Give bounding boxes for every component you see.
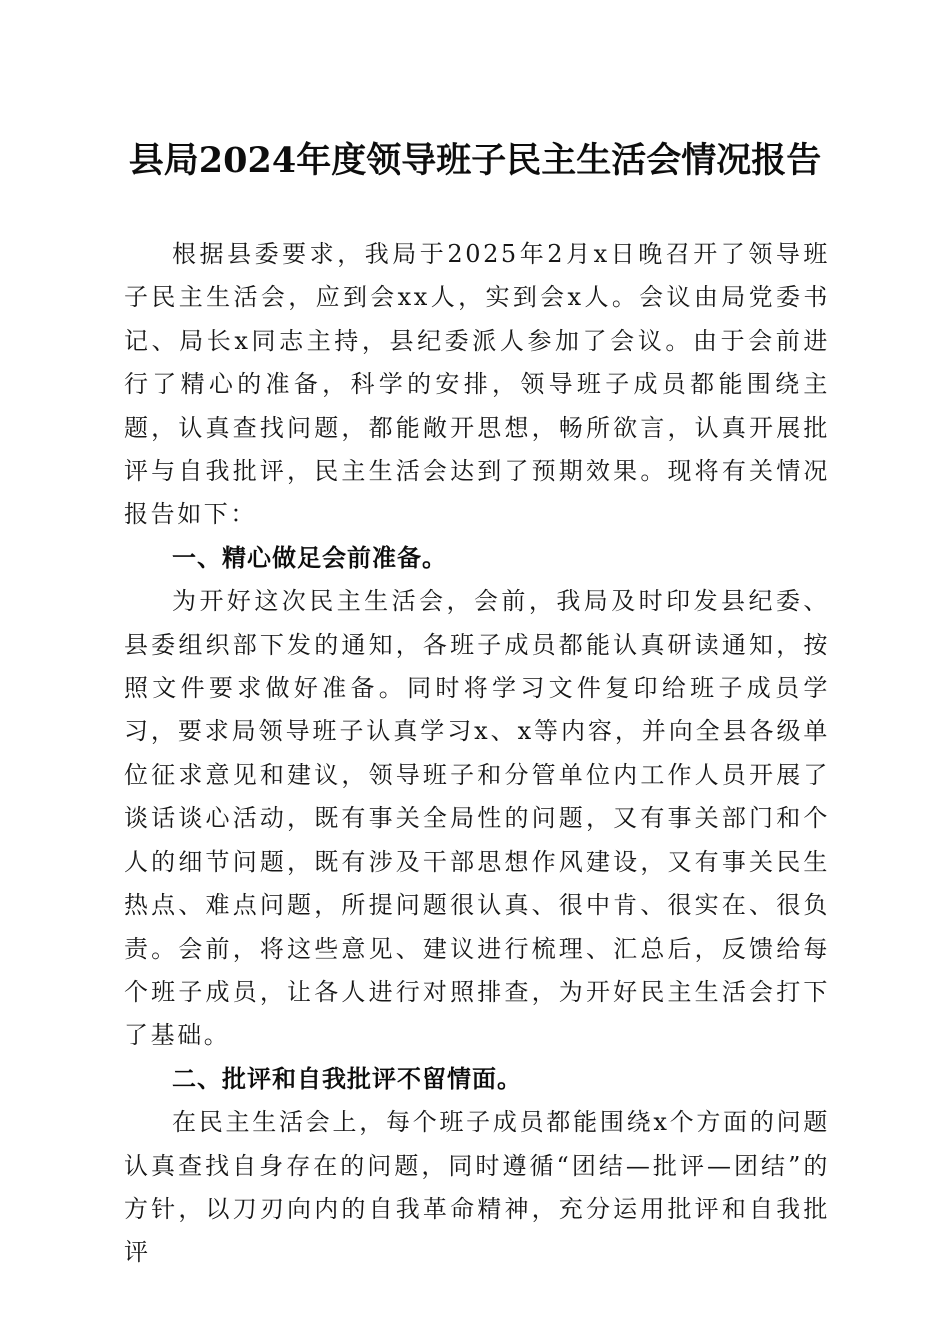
section-paragraph-2: 在民主生活会上，每个班子成员都能围绕x个方面的问题认真查找自身存在的问题，同时遵循“团结—批评—团结”的方针，以刀刃向内的自我革命精神，充分运用批评和自我批评 <box>124 1108 830 1267</box>
section-heading-2: 二、批评和自我批评不留情面。 <box>172 1064 522 1093</box>
document-title: 县局2024年度领导班子民主生活会情况报告 <box>128 140 822 181</box>
section-heading-1: 一、精心做足会前准备。 <box>172 543 447 572</box>
document-body <box>124 233 830 1275</box>
section-paragraph-1: 为开好这次民主生活会，会前，我局及时印发县纪委、县委组织部下发的通知，各班子成员都能认真研读通知，按照文件要求做好准备。同时将学习文件复印给班子成员学习，要求局领导班子认真学习x、x等内容，并向全县各级单位征求意见和建议，领导班子和分管单位内工作人员开展了谈话谈心活动，既有事关全局性的问题，又有事关部门和个人的细节问题，既有涉及干部思想作风建设，又有事关民生热点、难点问题，所提问题很认真、很中肯、很实在、很负责。会前，将这些意见、建议进行梳理、汇总后，反馈给每个班子成员，让各人进行对照排查，为开好民主生活会打下了基础。 <box>124 587 830 1050</box>
intro-paragraph: 根据县委要求，我局于2025年2月x日晚召开了领导班子民主生活会，应到会xx人，实到会x人。会议由局党委书记、局长x同志主持，县纪委派人参加了会议。由于会前进行了精心的准备，科学的安排，领导班子成员都能围绕主题，认真查找问题，都能敞开思想，畅所欲言，认真开展批评与自我批评，民主生活会达到了预期效果。现将有关情况报告如下： <box>124 240 830 529</box>
